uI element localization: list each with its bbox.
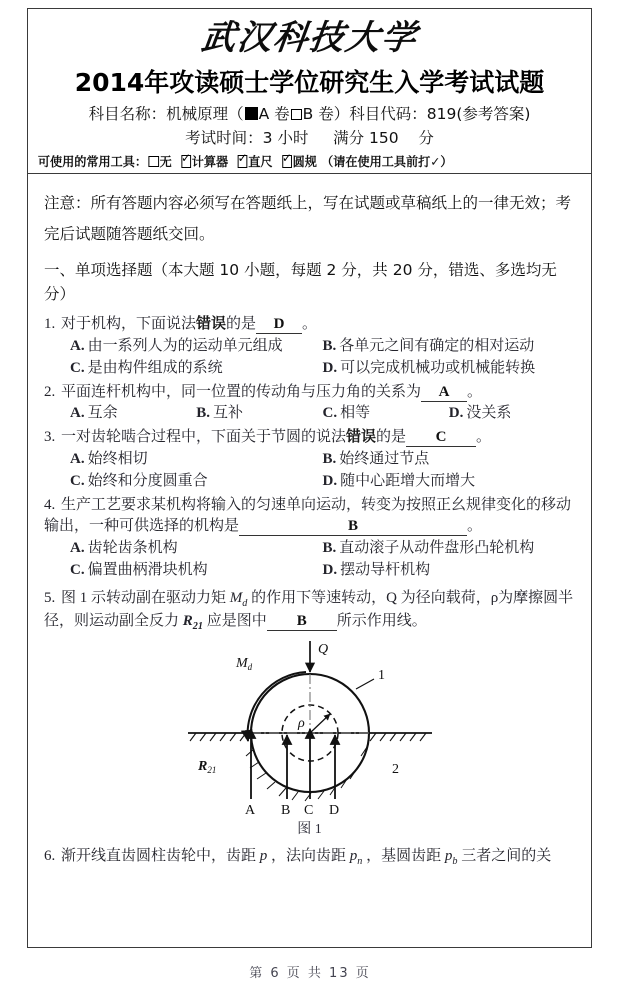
question-6 [44, 846, 575, 869]
symbol-Md-base: M [229, 589, 243, 606]
option-1-b-text: 各单元之间有确定的相对运动 [339, 338, 535, 355]
question-3-text-after: 的是 [376, 428, 407, 445]
paper-b-checkbox[interactable] [291, 109, 302, 120]
tool-ruler-checkbox[interactable] [238, 155, 248, 168]
question-2-number: 2. [44, 383, 56, 400]
question-2-stem [44, 382, 575, 403]
option-4-a-text: 齿轮齿条机构 [87, 540, 178, 557]
tools-hint: （请在使用工具前打✓） [321, 154, 453, 170]
symbol-p: p [259, 847, 268, 864]
option-3-a-letter: A. [70, 451, 85, 468]
option-3-d-letter: D. [322, 472, 338, 489]
exam-paper-frame [27, 8, 592, 948]
option-2-b-text: 互补 [213, 405, 244, 422]
option-2-d-text: 没关系 [466, 405, 512, 422]
question-5-text-1: 图 1 示转动副在驱动力矩 [61, 589, 230, 606]
symbol-pb [444, 847, 458, 867]
question-3-tail: 。 [476, 428, 492, 445]
question-2-answer[interactable]: A [421, 385, 467, 402]
label-arrow-c: C [303, 802, 313, 817]
question-4-text-before: 生产工艺要求某机构将输入的匀速单向运动，转变为按照正幺规律变化的移动输出，一种可供选择的机构是 [44, 496, 572, 534]
question-6-text-2: ，法向齿距 [267, 847, 350, 864]
option-2-d[interactable] [449, 403, 575, 425]
question-3-text-before: 一对齿轮啮合过程中，下面关于节圆的说法 [61, 428, 347, 445]
question-6-number: 6. [44, 847, 56, 864]
label-Md: $M_d$ [235, 655, 252, 672]
question-1-stem [44, 314, 575, 335]
label-rho: ρ [297, 715, 305, 731]
tools-label: 可使用的常用工具： [37, 154, 147, 170]
time-score-line [32, 126, 587, 150]
question-4-answer[interactable]: B [239, 519, 467, 536]
code-value: 819 [426, 105, 457, 123]
option-1-c-letter: C. [70, 360, 85, 377]
option-2-c-letter: C. [322, 405, 338, 422]
figure-1-caption: 图 1 [297, 821, 322, 837]
option-1-b-letter: B. [322, 338, 337, 355]
question-2-options [44, 403, 575, 425]
question-1-tail: 。 [302, 316, 318, 333]
question-4-stem [44, 495, 575, 538]
question-3-text-bold: 错误 [346, 428, 377, 445]
option-4-b-text: 直动滚子从动件盘形凸轮机构 [339, 540, 535, 557]
question-1-number: 1. [44, 316, 56, 333]
paper-a-label: A 卷 [258, 105, 290, 123]
question-3-options [44, 449, 575, 493]
tool-ruler-label: 直尺 [248, 154, 273, 170]
option-2-b[interactable] [196, 403, 322, 425]
paper-a-checkbox[interactable] [245, 107, 258, 120]
question-3-stem [44, 427, 575, 448]
label-Q: Q [317, 641, 328, 657]
option-4-a-letter: A. [70, 540, 85, 557]
option-2-d-letter: D. [448, 405, 464, 422]
exam-main-title: 2014年攻读硕士学位研究生入学考试试题 [74, 68, 545, 97]
question-4-number: 4. [44, 496, 56, 513]
exam-notice: 注意：所有答题内容必须写在答题纸上，写在试题或草稿纸上的一律无效；考完后试题随答题纸交回。 [44, 194, 572, 244]
question-6-text-1: 渐开线直齿圆柱齿轮中，齿距 [61, 847, 260, 864]
question-3-answer[interactable]: C [406, 430, 476, 447]
tool-calculator-label: 计算器 [191, 154, 229, 170]
symbol-Md-sub: d [242, 597, 248, 609]
symbol-pn-base: p [349, 847, 358, 864]
option-4-d-letter: D. [322, 562, 338, 579]
option-2-b-letter: B. [196, 405, 211, 422]
question-5-text-4: 所示作用线。 [336, 613, 427, 630]
rho-radius-arrow [310, 714, 330, 733]
label-arrow-a: A [244, 802, 255, 817]
question-1 [44, 314, 575, 380]
option-3-a-text: 始终相切 [87, 451, 148, 468]
option-3-c[interactable] [70, 471, 323, 493]
label-member-1: 1 [377, 667, 385, 683]
question-5-number: 5. [44, 589, 56, 606]
code-label: 科目代码： [349, 105, 427, 123]
symbol-pb-sub: b [452, 855, 458, 867]
score-label: 满分 150 [333, 129, 399, 148]
option-1-c-text: 是由构件组成的系统 [87, 360, 223, 377]
section-one-heading: 一、单项选择题（本大题 10 小题，每题 2 分，共 20 分，错选、多选均无分） [44, 261, 557, 304]
symbol-pb-base: p [444, 847, 453, 864]
question-1-options [44, 336, 575, 380]
label-arrow-b: B [280, 802, 290, 817]
score-unit: 分 [418, 129, 434, 148]
question-5-stem [44, 588, 575, 635]
option-2-c-text: 相等 [340, 405, 371, 422]
tool-compass-checkbox[interactable] [282, 155, 292, 168]
subject-name: 机械原理 [166, 105, 229, 123]
option-4-b[interactable] [323, 538, 576, 560]
option-1-d[interactable] [323, 358, 576, 380]
question-6-text-3: ，基圆齿距 [362, 847, 445, 864]
question-6-text-4: 三者之间的关 [457, 847, 552, 864]
time-label: 考试时间： [185, 129, 263, 148]
option-4-a[interactable] [70, 538, 323, 560]
option-3-a[interactable] [70, 449, 323, 471]
label-member-2: 2 [391, 761, 399, 777]
option-1-a-text: 由一系列人为的运动单元组成 [87, 338, 283, 355]
option-1-a[interactable] [70, 336, 323, 358]
ground-hatching-right [370, 733, 426, 741]
time-value: 3 小时 [262, 129, 309, 148]
question-1-text-bold: 错误 [196, 316, 227, 333]
option-2-a-text: 互余 [87, 405, 118, 422]
option-3-d-text: 随中心距增大而增大 [340, 472, 476, 489]
figure-1-container [44, 637, 575, 822]
question-5-answer[interactable]: B [267, 614, 337, 631]
exam-body [28, 174, 591, 869]
subject-line [32, 102, 587, 126]
question-2 [44, 382, 575, 425]
question-4-tail: 。 [467, 518, 483, 534]
symbol-R21-base: R [182, 613, 193, 630]
label-arrow-d: D [328, 802, 339, 817]
question-6-stem [44, 846, 575, 869]
option-1-c[interactable] [70, 358, 323, 380]
subject-label: 科目名称： [88, 105, 167, 123]
question-1-text-after: 的是 [226, 316, 257, 333]
question-3 [44, 427, 575, 493]
tool-none-checkbox[interactable] [148, 156, 159, 167]
option-3-c-text: 始终和分度圆重合 [87, 472, 208, 489]
option-4-c[interactable] [70, 560, 323, 582]
option-3-d[interactable] [323, 471, 576, 493]
tool-none-label: 无 [159, 154, 172, 170]
question-1-answer[interactable]: D [256, 317, 302, 334]
option-4-c-text: 偏置曲柄滑块机构 [87, 562, 208, 579]
paren-close: ） [333, 105, 350, 123]
option-4-d-text: 摆动导杆机构 [340, 562, 431, 579]
option-2-a[interactable] [70, 403, 196, 425]
tool-compass-label: 圆规 [292, 154, 317, 170]
option-1-d-text: 可以完成机械功或机械能转换 [340, 360, 536, 377]
tool-calculator-checkbox[interactable] [181, 155, 191, 168]
option-1-d-letter: D. [322, 360, 338, 377]
symbol-Md [229, 589, 248, 609]
option-2-a-letter: A. [70, 405, 85, 422]
university-logo-calligraphy: 武汉科技大学 [199, 18, 420, 58]
option-3-b-text: 始终通过节点 [339, 451, 430, 468]
symbol-R21 [182, 613, 203, 633]
question-5-text-2: 的作用下等速转动，Q 为径向载荷，ρ为摩擦圆半径，则运动副全反力 [44, 589, 574, 630]
question-2-tail: 。 [467, 383, 483, 400]
option-4-d[interactable] [323, 560, 576, 582]
option-3-b-letter: B. [322, 451, 337, 468]
symbol-R21-sub: 21 [192, 621, 203, 633]
option-3-b[interactable] [323, 449, 576, 471]
option-4-c-letter: C. [70, 562, 85, 579]
option-2-c[interactable] [323, 403, 449, 425]
option-1-b[interactable] [323, 336, 576, 358]
leader-line-1 [356, 679, 374, 689]
page-footer: 第 6 页 共 13 页 [249, 966, 371, 981]
question-5 [44, 588, 575, 635]
question-2-text-before: 平面连杆机构中，同一位置的传动角与压力角的关系为 [61, 383, 422, 400]
symbol-pn-sub: n [357, 855, 363, 867]
question-1-text-before: 对于机构，下面说法 [61, 316, 197, 333]
question-3-number: 3. [44, 428, 56, 445]
ground-hatching-left [190, 733, 246, 741]
symbol-pn [349, 847, 363, 867]
option-4-b-letter: B. [322, 540, 337, 557]
question-4 [44, 495, 575, 582]
option-1-a-letter: A. [70, 338, 85, 355]
figure-1-journal-bearing-diagram [180, 637, 440, 817]
answer-note: (参考答案) [456, 105, 531, 123]
paren-open: （ [228, 105, 244, 123]
label-R21: $R_{21}$ [197, 758, 216, 775]
paper-b-label: B 卷 [302, 105, 334, 123]
question-4-options [44, 538, 575, 582]
question-5-text-3: 应是图中 [202, 613, 267, 630]
option-3-c-letter: C. [70, 472, 85, 489]
exam-header [28, 9, 591, 174]
tools-line [32, 152, 570, 170]
